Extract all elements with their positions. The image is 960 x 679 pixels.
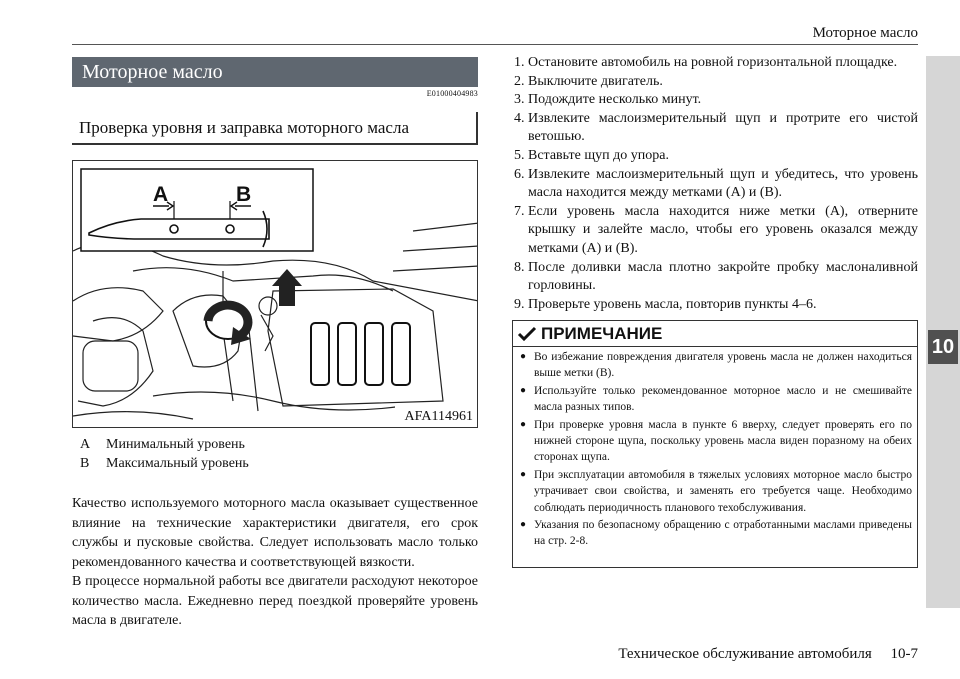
body-paragraph: Качество используемого моторного масла оказывает существенное влияние на технические характеристики двигателя, его срок службы и пусковые свойства. Следует использовать масло только рекомендованного качества и соответствующей вязкости. bbox=[72, 496, 478, 570]
bullet-icon: ● bbox=[520, 468, 527, 480]
step-item bbox=[514, 110, 918, 147]
subsection-title: Проверка уровня и заправка моторного масла bbox=[79, 117, 409, 137]
step-number: 1. bbox=[514, 55, 525, 70]
engine-illustration-svg bbox=[73, 161, 478, 428]
legend-key: B bbox=[80, 456, 90, 471]
step-number: 8. bbox=[514, 259, 525, 275]
dipstick-pull-arrow bbox=[272, 269, 302, 306]
note-title: ПРИМЕЧАНИЕ bbox=[541, 323, 663, 343]
note-text: Во избежание повреждения двигателя уровень масла не должен находиться выше метки (B). bbox=[534, 351, 912, 380]
step-item bbox=[514, 203, 918, 259]
dipstick-inset bbox=[81, 169, 313, 251]
step-number: 6. bbox=[514, 166, 525, 182]
step-number: 3. bbox=[514, 92, 525, 108]
note-item bbox=[520, 383, 912, 416]
step-number: 9. bbox=[514, 296, 525, 312]
step-text: Подождите несколько минут. bbox=[528, 92, 702, 108]
step-number: 5. bbox=[514, 147, 525, 163]
section-title: Моторное масло bbox=[82, 60, 223, 83]
legend-key: A bbox=[80, 437, 91, 452]
note-item bbox=[520, 417, 912, 466]
step-item bbox=[514, 91, 918, 110]
figure-code: AFA114961 bbox=[404, 409, 473, 424]
note-item bbox=[520, 467, 912, 516]
subsection-heading bbox=[72, 112, 478, 145]
document-code: E01000404983 bbox=[426, 89, 478, 98]
figure-label-b: B bbox=[236, 183, 252, 206]
header-rule bbox=[72, 44, 918, 45]
note-item bbox=[520, 517, 912, 550]
legend-row bbox=[80, 454, 249, 473]
engine-linework bbox=[73, 223, 478, 419]
legend-row bbox=[80, 435, 249, 454]
figure-legend bbox=[80, 435, 249, 473]
chapter-number-badge: 10 bbox=[928, 330, 958, 364]
note-header bbox=[513, 321, 917, 347]
step-item bbox=[514, 73, 918, 92]
engine-cover-ribs bbox=[311, 323, 410, 385]
step-number: 4. bbox=[514, 110, 525, 126]
step-item bbox=[514, 147, 918, 166]
note-item bbox=[520, 349, 912, 382]
note-list bbox=[520, 349, 912, 551]
body-paragraph: В процессе нормальной работы все двигатели расходуют некоторое количество масла. Ежедневно перед поездкой проверяйте уровень масла в двигателе. bbox=[72, 574, 478, 628]
step-text: Проверьте уровень масла, повторив пункты 4–6. bbox=[528, 296, 817, 312]
step-number: 7. bbox=[514, 203, 525, 219]
running-header-title: Моторное масло bbox=[812, 25, 918, 41]
step-text: Извлеките маслоизмерительный щуп и убедитесь, что уровень масла находится между метками (A) и (B). bbox=[528, 166, 918, 201]
section-title-bar bbox=[72, 57, 478, 87]
oil-filler-cap bbox=[206, 303, 251, 345]
bullet-icon: ● bbox=[520, 418, 527, 430]
step-text: Вставьте щуп до упора. bbox=[528, 147, 669, 163]
legend-text: Минимальный уровень bbox=[106, 437, 245, 452]
figure-label-a: A bbox=[153, 183, 169, 206]
step-item bbox=[514, 259, 918, 296]
bullet-icon: ● bbox=[520, 351, 527, 362]
procedure-steps bbox=[514, 54, 918, 314]
step-item bbox=[514, 296, 918, 315]
step-text: Выключите двигатель. bbox=[528, 73, 663, 89]
step-number: 2. bbox=[514, 73, 525, 89]
engine-dipstick-illustration bbox=[72, 160, 478, 428]
page-footer: Техническое обслуживание автомобиля 10-7 bbox=[618, 646, 918, 662]
bullet-icon: ● bbox=[520, 384, 527, 396]
body-text bbox=[72, 494, 478, 631]
checkmark-icon bbox=[517, 326, 537, 342]
step-text: Извлеките маслоизмерительный щуп и протрите его чистой ветошью. bbox=[528, 110, 918, 145]
note-text: Используйте только рекомендованное моторное масло и не смешивайте масла разных типов. bbox=[534, 384, 912, 414]
step-text: После доливки масла плотно закройте пробку маслоналивной горловины. bbox=[528, 259, 918, 294]
note-text: Указания по безопасному обращению с отработанными маслами приведены на стр. 2-8. bbox=[534, 519, 912, 548]
step-item bbox=[514, 166, 918, 203]
note-text: При проверке уровня масла в пункте 6 вверху, следует проверять его по нижней стороне щупа, поскольку уровень масла виден поразному на обеих сторонах щупа. bbox=[534, 418, 912, 464]
legend-text: Максимальный уровень bbox=[106, 456, 249, 471]
note-text: При эксплуатации автомобиля в тяжелых условиях моторное масло быстро утрачивает свои свойства, и заменять его требуется чаще. Необходимо соблюдать периодичность планового техобслуживания. bbox=[534, 468, 912, 514]
step-text: Если уровень масла находится ниже метки (A), отверните крышку и залейте масло, чтобы его уровень оказался между метками (A) и (B). bbox=[528, 203, 918, 256]
step-item bbox=[514, 54, 918, 73]
bullet-icon: ● bbox=[520, 519, 527, 531]
step-text: Остановите автомобиль на ровной горизонтальной площадке. bbox=[528, 55, 898, 70]
